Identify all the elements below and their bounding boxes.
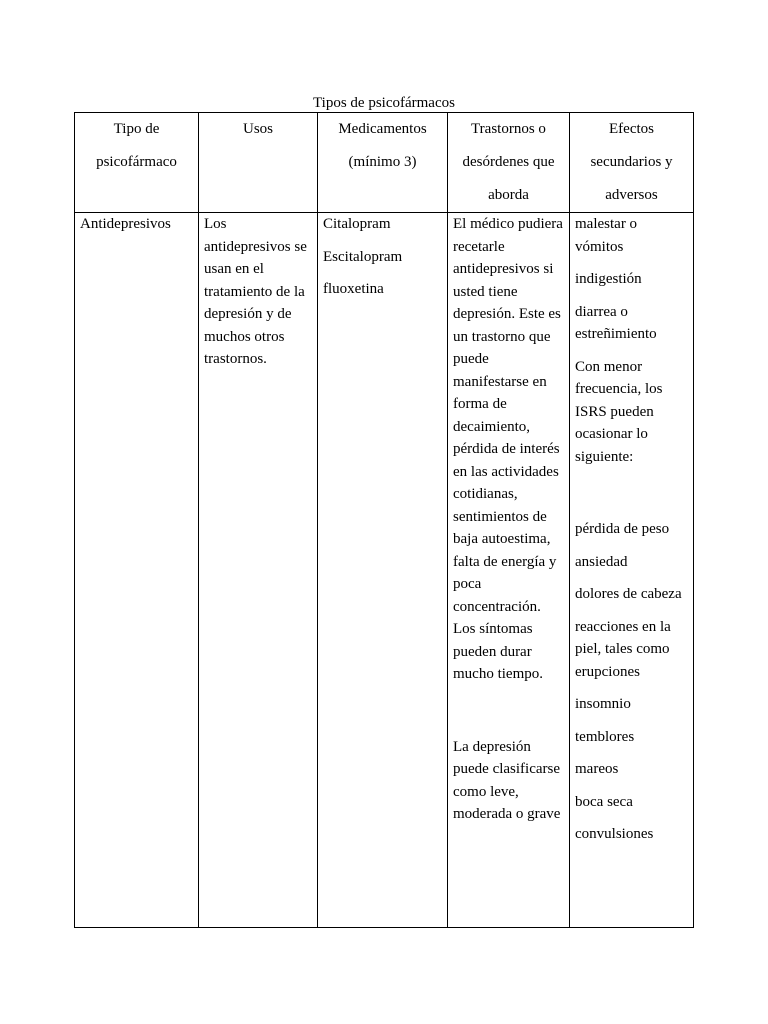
effect-item: boca seca: [575, 793, 633, 810]
effect-item: malestar o vómitos: [575, 216, 638, 255]
cell-medicamentos: [318, 213, 448, 928]
medication-item: Escitalopram: [323, 248, 403, 265]
effect-item: mareos: [575, 761, 619, 777]
effect-item: Con menor frecuencia, los ISRS pueden ocasionar lo siguiente:: [575, 358, 663, 465]
effect-item: dolores de cabeza: [575, 586, 682, 602]
header-tipo: Tipo de psicofármaco: [75, 113, 199, 213]
psychopharmaceutical-table: [74, 112, 694, 928]
header-trastornos: Trastornos o desórdenes que aborda: [448, 113, 570, 213]
header-medicamentos: Medicamentos (mínimo 3): [318, 113, 448, 213]
header-efectos: Efectos secundarios y adversos: [570, 113, 694, 213]
medication-item: fluoxetina: [323, 281, 384, 297]
cell-trastornos: El médico pudiera recetarle antidepresivos si usted tiene depresión. Este es un trastorno que puede manifestarse en forma de decaimiento, pérdida de interés en las actividades cotidianas, sentimientos de baja autoestima, falta de energía y poca concentración. Los síntomas pueden durar mucho tiempo. La depresión puede clasificarse como leve, moderada o grave: [448, 213, 570, 928]
effect-item: indigestión: [575, 271, 642, 287]
effect-item: temblores: [575, 728, 635, 745]
effect-item: reacciones en la piel, tales como erupciones: [575, 618, 671, 680]
table-row: [75, 213, 694, 928]
document-title: Tipos de psicofármacos: [313, 95, 455, 111]
effect-item: ansiedad: [575, 553, 628, 570]
cell-efectos: [570, 213, 694, 928]
effect-item: insomnio: [575, 696, 631, 712]
effect-item: convulsiones: [575, 826, 654, 842]
effect-item: pérdida de peso: [575, 521, 670, 537]
header-row: [75, 113, 694, 213]
medication-item: Citalopram: [323, 216, 391, 232]
header-usos: Usos: [199, 113, 318, 213]
cell-usos: Los antidepresivos se usan en el tratamiento de la depresión y de muchos otros trastornos.: [199, 213, 318, 928]
cell-tipo: Antidepresivos: [75, 213, 199, 928]
effect-item: diarrea o estreñimiento: [575, 303, 657, 342]
